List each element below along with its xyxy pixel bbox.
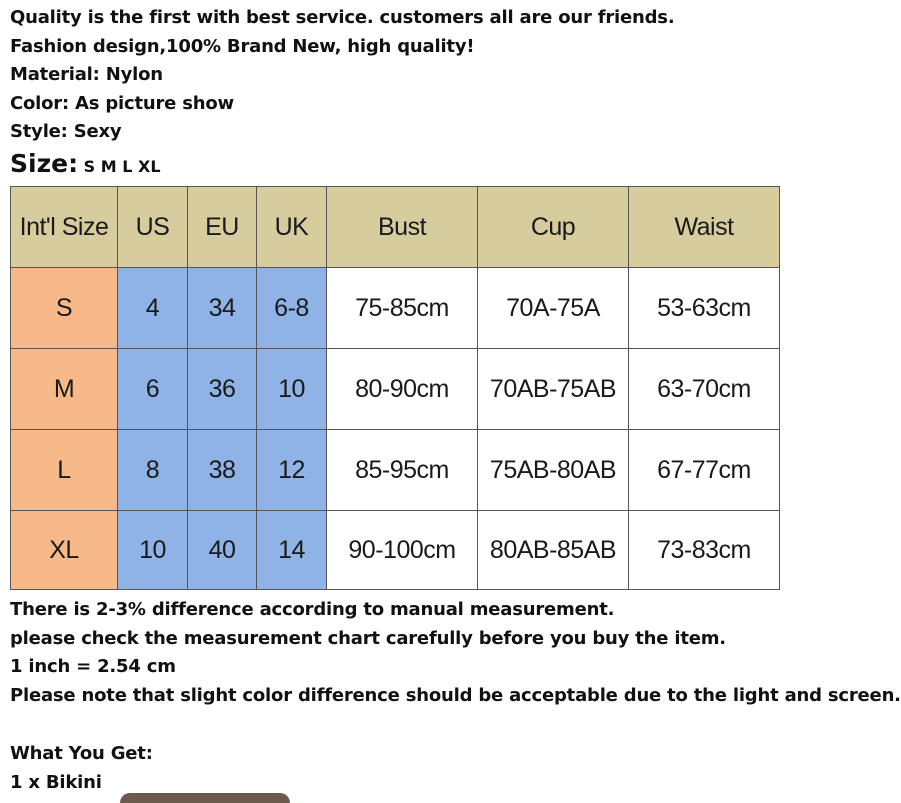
size-chart-table	[10, 186, 780, 590]
cell-uk: 10	[257, 349, 327, 430]
cell-intl-size: XL	[11, 511, 118, 590]
table-row	[11, 268, 780, 349]
header-waist: Waist	[629, 187, 780, 268]
spacer	[10, 710, 901, 740]
style-line: Style: Sexy	[10, 121, 122, 142]
cell-waist: 63-70cm	[629, 349, 780, 430]
cell-eu: 36	[188, 349, 257, 430]
material-line: Material: Nylon	[10, 64, 163, 85]
design-line: Fashion design,100% Brand New, high quality!	[10, 35, 475, 57]
cell-bust: 90-100cm	[327, 511, 478, 590]
table-row	[11, 349, 780, 430]
header-uk: UK	[257, 187, 327, 268]
cell-cup: 70AB-75AB	[478, 349, 629, 430]
cell-waist: 67-77cm	[629, 430, 780, 511]
check-chart-note: please check the measurement chart carefully before you buy the item.	[10, 627, 726, 649]
table-row	[11, 511, 780, 590]
cell-intl-size: L	[11, 430, 118, 511]
table-header-row	[11, 187, 780, 268]
cell-us: 10	[118, 511, 188, 590]
cell-eu: 38	[188, 430, 257, 511]
difference-note: There is 2-3% difference according to manual measurement.	[10, 599, 615, 620]
table-row	[11, 430, 780, 511]
quality-line: Quality is the first with best service. customers all are our friends.	[10, 7, 675, 28]
cell-waist: 73-83cm	[629, 511, 780, 590]
cell-intl-size: M	[11, 349, 118, 430]
header-eu: EU	[188, 187, 257, 268]
color-difference-note: Please note that slight color difference should be acceptable due to the light and screen.	[10, 684, 901, 706]
size-line	[10, 147, 674, 184]
cell-bust: 85-95cm	[327, 430, 478, 511]
inch-conversion-note: 1 inch = 2.54 cm	[10, 656, 176, 677]
cell-bust: 80-90cm	[327, 349, 478, 430]
package-item: 1 x Bikini	[10, 771, 102, 793]
cell-eu: 34	[188, 268, 257, 349]
cell-cup: 80AB-85AB	[478, 511, 629, 590]
measurement-notes	[10, 596, 901, 797]
cell-us: 4	[118, 268, 188, 349]
cell-uk: 6-8	[257, 268, 327, 349]
header-cup: Cup	[478, 187, 629, 268]
cell-cup: 70A-75A	[478, 268, 629, 349]
cell-intl-size: S	[11, 268, 118, 349]
color-line: Color: As picture show	[10, 92, 234, 114]
cell-bust: 75-85cm	[327, 268, 478, 349]
header-intl-size: Int'l Size	[11, 187, 118, 268]
package-title: What You Get:	[10, 743, 153, 764]
product-description	[10, 4, 674, 184]
cell-us: 6	[118, 349, 188, 430]
header-bust: Bust	[327, 187, 478, 268]
cell-waist: 53-63cm	[629, 268, 780, 349]
cell-uk: 14	[257, 511, 327, 590]
size-values: S M L XL	[83, 156, 161, 176]
cell-eu: 40	[188, 511, 257, 590]
cell-uk: 12	[257, 430, 327, 511]
header-us: US	[118, 187, 188, 268]
product-photo-edge	[120, 793, 290, 803]
cell-us: 8	[118, 430, 188, 511]
cell-cup: 75AB-80AB	[478, 430, 629, 511]
size-label: Size:	[10, 148, 79, 178]
